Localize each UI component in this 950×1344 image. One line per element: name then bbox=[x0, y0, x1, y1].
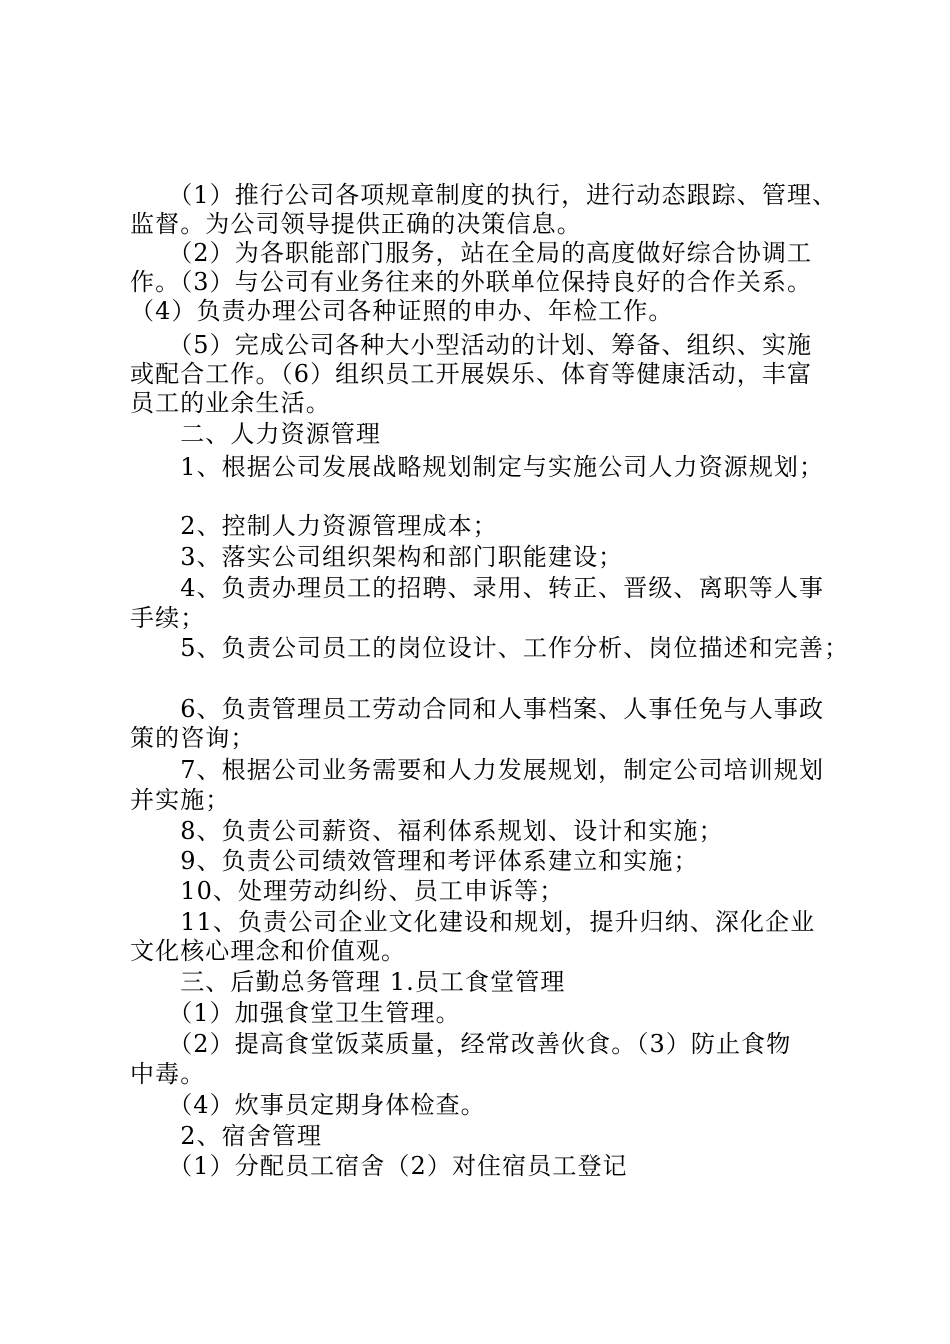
text-line: 6、负责管理员工劳动合同和人事档案、人事任免与人事政 bbox=[130, 695, 825, 723]
text-line: （1）分配员工宿舍（2）对住宿员工登记 bbox=[130, 1152, 628, 1180]
text-line: （1）加强食堂卫生管理。 bbox=[130, 999, 461, 1027]
text-line: 手续； bbox=[130, 604, 206, 632]
section-heading: 2、宿舍管理 bbox=[130, 1122, 323, 1150]
text-line: 并实施； bbox=[130, 786, 231, 814]
text-line: 9、负责公司绩效管理和考评体系建立和实施； bbox=[130, 847, 699, 875]
text-line: 或配合工作。（6）组织员工开展娱乐、体育等健康活动，丰富 bbox=[130, 360, 813, 388]
text-line: 2、控制人力资源管理成本； bbox=[130, 512, 498, 540]
text-line: 5、负责公司员工的岗位设计、工作分析、岗位描述和完善； bbox=[130, 634, 850, 662]
section-heading: 二、人力资源管理 bbox=[130, 420, 381, 448]
text-line: （2）提高食堂饭菜质量，经常改善伙食。（3）防止食物 bbox=[130, 1030, 792, 1058]
text-line: 策的咨询； bbox=[130, 724, 256, 752]
text-line: 1、根据公司发展战略规划制定与实施公司人力资源规划； bbox=[130, 453, 825, 481]
text-line: 中毒。 bbox=[130, 1060, 206, 1088]
text-line: 7、根据公司业务需要和人力发展规划，制定公司培训规划 bbox=[130, 756, 825, 784]
text-line: 作。（3）与公司有业务往来的外联单位保持良好的合作关系。 bbox=[130, 268, 813, 296]
text-line: 4、负责办理员工的招聘、录用、转正、晋级、离职等人事 bbox=[130, 574, 825, 602]
text-line: 3、落实公司组织架构和部门职能建设； bbox=[130, 543, 624, 571]
text-line: 文化核心理念和价值观。 bbox=[130, 937, 407, 965]
text-line: 11、负责公司企业文化建设和规划，提升归纳、深化企业 bbox=[130, 908, 816, 936]
text-line: 8、负责公司薪资、福利体系规划、设计和实施； bbox=[130, 817, 724, 845]
text-line: （5）完成公司各种大小型活动的计划、筹备、组织、实施 bbox=[130, 331, 813, 359]
text-line: 员工的业余生活。 bbox=[130, 389, 331, 417]
section-heading: 三、后勤总务管理 1.员工食堂管理 bbox=[130, 968, 566, 996]
text-line: （4）负责办理公司各种证照的申办、年检工作。 bbox=[130, 297, 674, 325]
text-line: 监督。为公司领导提供正确的决策信息。 bbox=[130, 210, 582, 238]
text-line: 10、处理劳动纠纷、员工申诉等； bbox=[130, 877, 565, 905]
text-line: （4）炊事员定期身体检查。 bbox=[130, 1091, 486, 1119]
text-line: （1）推行公司各项规章制度的执行，进行动态跟踪、管理、 bbox=[130, 181, 838, 209]
text-line: （2）为各职能部门服务，站在全局的高度做好综合协调工 bbox=[130, 239, 813, 267]
